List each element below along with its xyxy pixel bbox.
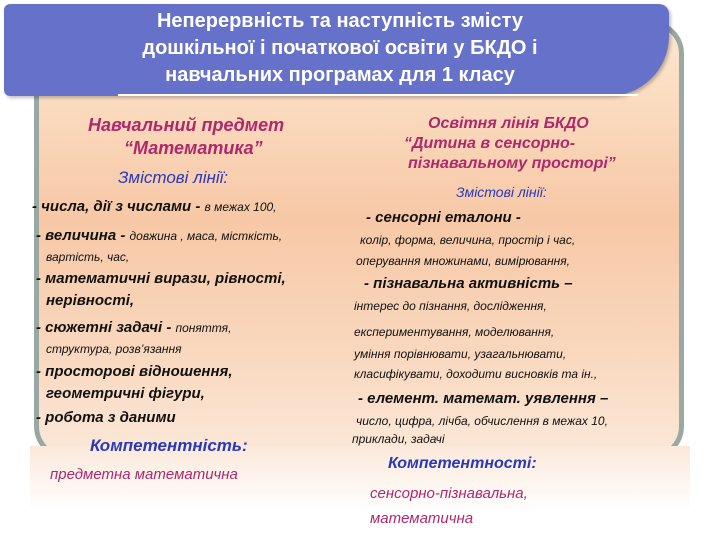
title-line-2: дошкільної і початкової освіти у БКДО і [142, 37, 538, 59]
left-line-4: - математичні вирази, рівності, [36, 270, 286, 287]
frame-bottom-fade [30, 446, 690, 540]
right-line-3: оперування множинами, вимірювання, [356, 254, 571, 268]
left-line-5: нерівності, [46, 292, 135, 309]
right-line-4: - пізнавальна активність – [364, 275, 573, 292]
left-line-6 [36, 319, 231, 337]
right-line-11: приклади, задачі [352, 432, 445, 446]
left-line-10: - робота з даними [36, 409, 176, 426]
right-heading-2: “Дитина в сенсорно- [404, 135, 576, 152]
left-heading-1: Навчальний предмет [88, 115, 285, 135]
right-line-1: - сенсорні еталони - [366, 209, 521, 226]
left-line-2-detail: довжина , маса, місткість, [129, 229, 283, 243]
left-line-6-detail: поняття, [175, 321, 232, 335]
left-competence-value: предметна математична [50, 466, 238, 483]
left-line-7: структура, розв’язання [46, 342, 182, 356]
right-line-2: колір, форма, величина, простір і час, [360, 233, 576, 247]
right-line-8: класифікувати, доходити висновків та ін., [354, 367, 598, 381]
left-line-3: вартість, час, [46, 250, 130, 264]
right-line-9: - елемент. математ. уявлення – [358, 390, 609, 407]
left-line-9: геометричні фігури, [46, 385, 205, 402]
right-heading-1: Освітня лінія БКДО [428, 115, 589, 132]
right-line-6: експериментування, моделювання, [354, 325, 555, 339]
right-heading-3: пізнавальному просторі” [408, 155, 616, 172]
right-competence-value-2: математична [370, 510, 474, 527]
left-lines-label: Змістові лінії: [118, 168, 229, 187]
left-line-1-main: - числа, дії з числами - [32, 198, 205, 215]
left-line-6-main: - сюжетні задачі - [36, 319, 176, 336]
slide-title [0, 8, 680, 89]
left-competence-label: Компетентність: [90, 436, 248, 455]
right-line-7: уміння порівнювати, узагальнювати, [354, 347, 567, 361]
left-heading-2: “Математика” [124, 138, 263, 158]
left-line-2-main: - величина - [36, 227, 130, 244]
left-line-1-detail: в межах 100, [204, 200, 277, 214]
right-line-10: число, цифра, лічба, обчислення в межах 10, [356, 414, 608, 428]
title-line-3: навчальних програмах для 1 класу [165, 64, 515, 86]
title-underline [118, 94, 638, 96]
right-line-5: інтерес до пізнання, дослідження, [354, 299, 547, 313]
right-competence-value-1: сенсорно-пізнавальна, [370, 485, 528, 502]
left-line-1 [32, 198, 277, 216]
title-line-1: Неперервність та наступність змісту [156, 10, 524, 32]
left-line-2 [36, 227, 282, 245]
right-competence-label: Компетентності: [388, 455, 537, 472]
right-lines-label: Змістові лінії: [456, 184, 547, 200]
left-line-8: - просторові відношення, [36, 363, 233, 380]
